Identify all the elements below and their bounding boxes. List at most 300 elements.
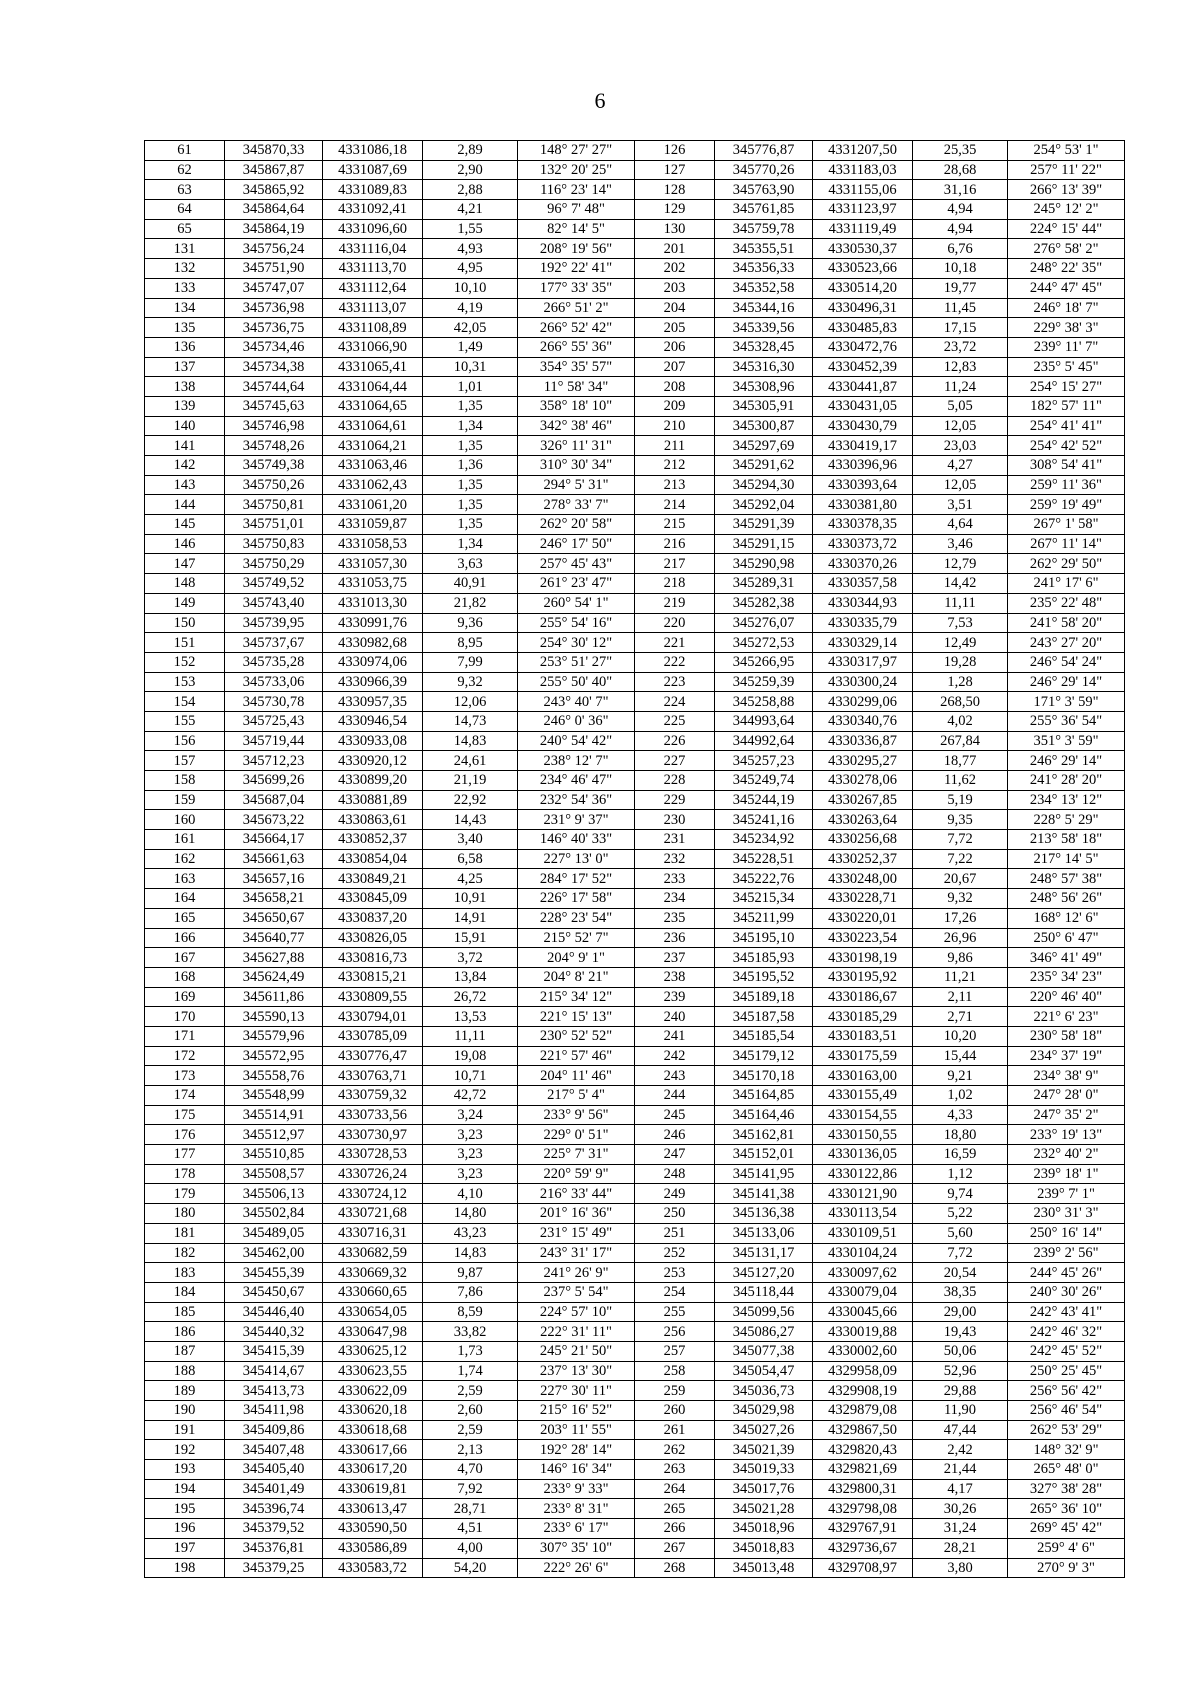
table-cell-coordinate-x: 345054,47	[715, 1361, 813, 1381]
table-cell-coordinate-y: 4330809,55	[323, 987, 423, 1007]
table-cell-point-number: 131	[145, 239, 225, 259]
table-cell-coordinate-y: 4331183,03	[813, 160, 913, 180]
table-cell-bearing: 248° 57' 38"	[1008, 869, 1125, 889]
table-row	[145, 593, 1125, 613]
table-cell-bearing: 230° 58' 18"	[1008, 1026, 1125, 1046]
table-cell-coordinate-y: 4331058,53	[323, 534, 423, 554]
table-cell-coordinate-x: 345759,78	[715, 219, 813, 239]
table-cell-point-number: 234	[635, 889, 715, 909]
table-cell-point-number: 241	[635, 1026, 715, 1046]
table-row	[145, 298, 1125, 318]
table-cell-bearing: 234° 38' 9"	[1008, 1066, 1125, 1086]
table-cell-coordinate-x: 345734,46	[225, 337, 323, 357]
table-cell-distance: 4,94	[913, 200, 1008, 220]
table-cell-coordinate-x: 345266,95	[715, 652, 813, 672]
table-cell-point-number: 226	[635, 731, 715, 751]
table-cell-coordinate-x: 345179,12	[715, 1046, 813, 1066]
table-row	[145, 849, 1125, 869]
table-cell-point-number: 177	[145, 1145, 225, 1165]
table-cell-coordinate-y: 4329908,19	[813, 1381, 913, 1401]
table-cell-point-number: 152	[145, 652, 225, 672]
table-cell-coordinate-x: 345627,88	[225, 948, 323, 968]
table-cell-distance: 25,35	[913, 141, 1008, 161]
table-cell-bearing: 246° 18' 7"	[1008, 298, 1125, 318]
table-cell-bearing: 239° 18' 1"	[1008, 1164, 1125, 1184]
table-row	[145, 967, 1125, 987]
table-cell-point-number: 218	[635, 574, 715, 594]
table-cell-bearing: 222° 26' 6"	[518, 1558, 635, 1578]
table-cell-bearing: 192° 22' 41"	[518, 259, 635, 279]
table-cell-coordinate-x: 345661,63	[225, 849, 323, 869]
table-cell-bearing: 266° 55' 36"	[518, 337, 635, 357]
table-cell-point-number: 151	[145, 633, 225, 653]
table-cell-coordinate-x: 345734,38	[225, 357, 323, 377]
table-cell-distance: 2,60	[423, 1401, 518, 1421]
table-cell-distance: 16,59	[913, 1145, 1008, 1165]
table-cell-distance: 14,42	[913, 574, 1008, 594]
table-cell-bearing: 247° 28' 0"	[1008, 1086, 1125, 1106]
table-cell-bearing: 250° 25' 45"	[1008, 1361, 1125, 1381]
table-cell-distance: 9,32	[913, 889, 1008, 909]
table-cell-coordinate-y: 4330590,50	[323, 1519, 423, 1539]
table-cell-distance: 15,44	[913, 1046, 1008, 1066]
table-cell-coordinate-x: 345027,26	[715, 1420, 813, 1440]
table-cell-point-number: 228	[635, 771, 715, 791]
table-cell-bearing: 208° 19' 56"	[518, 239, 635, 259]
table-cell-point-number: 160	[145, 810, 225, 830]
table-cell-bearing: 266° 13' 39"	[1008, 180, 1125, 200]
table-row	[145, 574, 1125, 594]
table-row	[145, 692, 1125, 712]
table-cell-bearing: 256° 46' 54"	[1008, 1401, 1125, 1421]
table-cell-coordinate-x: 345164,85	[715, 1086, 813, 1106]
table-row	[145, 1046, 1125, 1066]
table-cell-point-number: 253	[635, 1263, 715, 1283]
table-cell-coordinate-x: 345699,26	[225, 771, 323, 791]
table-cell-bearing: 229° 0' 51"	[518, 1125, 635, 1145]
table-cell-coordinate-y: 4330097,62	[813, 1263, 913, 1283]
table-cell-coordinate-y: 4330613,47	[323, 1499, 423, 1519]
table-cell-point-number: 145	[145, 515, 225, 535]
table-cell-bearing: 82° 14' 5"	[518, 219, 635, 239]
table-cell-distance: 3,51	[913, 495, 1008, 515]
table-cell-coordinate-x: 345687,04	[225, 790, 323, 810]
table-cell-bearing: 351° 3' 59"	[1008, 731, 1125, 751]
table-cell-coordinate-y: 4330109,51	[813, 1223, 913, 1243]
table-row	[145, 869, 1125, 889]
table-cell-coordinate-x: 345379,52	[225, 1519, 323, 1539]
table-cell-point-number: 166	[145, 928, 225, 948]
table-cell-bearing: 238° 12' 7"	[518, 751, 635, 771]
table-cell-coordinate-x: 345558,76	[225, 1066, 323, 1086]
table-cell-coordinate-x: 345548,99	[225, 1086, 323, 1106]
table-cell-distance: 19,28	[913, 652, 1008, 672]
table-cell-bearing: 254° 41' 41"	[1008, 416, 1125, 436]
table-cell-bearing: 220° 59' 9"	[518, 1164, 635, 1184]
table-cell-coordinate-y: 4330335,79	[813, 613, 913, 633]
table-cell-coordinate-x: 345356,33	[715, 259, 813, 279]
table-cell-coordinate-x: 345211,99	[715, 908, 813, 928]
table-cell-coordinate-x: 345228,51	[715, 849, 813, 869]
table-cell-bearing: 294° 5' 31"	[518, 475, 635, 495]
table-cell-coordinate-y: 4330381,80	[813, 495, 913, 515]
table-cell-point-number: 264	[635, 1479, 715, 1499]
table-cell-coordinate-y: 4330920,12	[323, 751, 423, 771]
table-cell-bearing: 284° 17' 52"	[518, 869, 635, 889]
table-row	[145, 456, 1125, 476]
table-row	[145, 1440, 1125, 1460]
table-cell-coordinate-y: 4330617,66	[323, 1440, 423, 1460]
table-cell-distance: 5,05	[913, 396, 1008, 416]
table-cell-point-number: 147	[145, 554, 225, 574]
table-cell-coordinate-y: 4330220,01	[813, 908, 913, 928]
table-cell-distance: 12,83	[913, 357, 1008, 377]
table-cell-point-number: 61	[145, 141, 225, 161]
table-cell-distance: 4,94	[913, 219, 1008, 239]
table-row	[145, 1499, 1125, 1519]
table-cell-point-number: 158	[145, 771, 225, 791]
table-cell-coordinate-x: 345195,52	[715, 967, 813, 987]
table-cell-point-number: 141	[145, 436, 225, 456]
table-row	[145, 180, 1125, 200]
table-cell-point-number: 190	[145, 1401, 225, 1421]
table-row	[145, 672, 1125, 692]
table-cell-distance: 7,92	[423, 1479, 518, 1499]
table-cell-bearing: 146° 40' 33"	[518, 830, 635, 850]
table-cell-point-number: 182	[145, 1243, 225, 1263]
table-cell-bearing: 146° 16' 34"	[518, 1460, 635, 1480]
table-cell-coordinate-y: 4330430,79	[813, 416, 913, 436]
table-row	[145, 613, 1125, 633]
table-cell-coordinate-x: 345725,43	[225, 711, 323, 731]
table-cell-point-number: 215	[635, 515, 715, 535]
table-cell-coordinate-x: 345018,83	[715, 1538, 813, 1558]
table-cell-coordinate-y: 4330721,68	[323, 1204, 423, 1224]
table-cell-distance: 4,19	[423, 298, 518, 318]
table-cell-bearing: 262° 53' 29"	[1008, 1420, 1125, 1440]
table-cell-bearing: 96° 7' 48"	[518, 200, 635, 220]
table-cell-bearing: 265° 48' 0"	[1008, 1460, 1125, 1480]
table-cell-point-number: 223	[635, 672, 715, 692]
table-cell-bearing: 243° 27' 20"	[1008, 633, 1125, 653]
table-cell-distance: 12,49	[913, 633, 1008, 653]
table-cell-distance: 1,35	[423, 515, 518, 535]
table-row	[145, 1105, 1125, 1125]
table-cell-coordinate-x: 345215,34	[715, 889, 813, 909]
table-cell-coordinate-x: 345241,16	[715, 810, 813, 830]
table-cell-point-number: 140	[145, 416, 225, 436]
table-cell-distance: 5,60	[913, 1223, 1008, 1243]
table-row	[145, 1341, 1125, 1361]
table-cell-coordinate-x: 345133,06	[715, 1223, 813, 1243]
table-cell-bearing: 244° 47' 45"	[1008, 278, 1125, 298]
table-cell-bearing: 213° 58' 18"	[1008, 830, 1125, 850]
table-cell-bearing: 260° 54' 1"	[518, 593, 635, 613]
table-cell-coordinate-x: 345770,26	[715, 160, 813, 180]
table-cell-distance: 10,10	[423, 278, 518, 298]
table-cell-coordinate-y: 4331113,07	[323, 298, 423, 318]
table-cell-distance: 4,27	[913, 456, 1008, 476]
table-row	[145, 987, 1125, 1007]
table-cell-point-number: 256	[635, 1322, 715, 1342]
table-cell-point-number: 165	[145, 908, 225, 928]
table-row	[145, 1479, 1125, 1499]
table-cell-coordinate-y: 4330837,20	[323, 908, 423, 928]
table-cell-point-number: 249	[635, 1184, 715, 1204]
table-cell-distance: 12,06	[423, 692, 518, 712]
table-cell-bearing: 11° 58' 34"	[518, 377, 635, 397]
table-cell-point-number: 142	[145, 456, 225, 476]
table-cell-distance: 3,72	[423, 948, 518, 968]
table-cell-bearing: 204° 9' 1"	[518, 948, 635, 968]
table-cell-coordinate-x: 345234,92	[715, 830, 813, 850]
table-cell-bearing: 227° 13' 0"	[518, 849, 635, 869]
table-cell-point-number: 198	[145, 1558, 225, 1578]
table-row	[145, 751, 1125, 771]
table-cell-point-number: 208	[635, 377, 715, 397]
table-cell-distance: 8,95	[423, 633, 518, 653]
table-cell-coordinate-y: 4329798,08	[813, 1499, 913, 1519]
table-cell-distance: 1,12	[913, 1164, 1008, 1184]
table-cell-point-number: 246	[635, 1125, 715, 1145]
table-cell-point-number: 169	[145, 987, 225, 1007]
table-cell-bearing: 266° 52' 42"	[518, 318, 635, 338]
table-cell-bearing: 257° 11' 22"	[1008, 160, 1125, 180]
table-cell-coordinate-x: 345164,46	[715, 1105, 813, 1125]
table-cell-distance: 30,26	[913, 1499, 1008, 1519]
table-cell-coordinate-y: 4330982,68	[323, 633, 423, 653]
table-cell-coordinate-x: 345572,95	[225, 1046, 323, 1066]
table-cell-point-number: 196	[145, 1519, 225, 1539]
table-cell-coordinate-y: 4330163,00	[813, 1066, 913, 1086]
table-row	[145, 219, 1125, 239]
table-cell-point-number: 210	[635, 416, 715, 436]
table-cell-coordinate-x: 345756,24	[225, 239, 323, 259]
table-cell-coordinate-x: 345624,49	[225, 967, 323, 987]
table-cell-distance: 10,71	[423, 1066, 518, 1086]
table-cell-bearing: 232° 54' 36"	[518, 790, 635, 810]
table-row	[145, 1125, 1125, 1145]
table-cell-coordinate-y: 4329867,50	[813, 1420, 913, 1440]
table-cell-point-number: 230	[635, 810, 715, 830]
table-cell-coordinate-y: 4330396,96	[813, 456, 913, 476]
table-cell-coordinate-y: 4330431,05	[813, 396, 913, 416]
table-row	[145, 1223, 1125, 1243]
table-cell-distance: 2,88	[423, 180, 518, 200]
table-cell-coordinate-y: 4330957,35	[323, 692, 423, 712]
table-cell-distance: 9,35	[913, 810, 1008, 830]
table-cell-bearing: 230° 52' 52"	[518, 1026, 635, 1046]
table-cell-bearing: 269° 45' 42"	[1008, 1519, 1125, 1539]
table-cell-coordinate-y: 4330816,73	[323, 948, 423, 968]
table-cell-coordinate-y: 4330496,31	[813, 298, 913, 318]
table-row	[145, 928, 1125, 948]
table-cell-coordinate-y: 4330452,39	[813, 357, 913, 377]
table-cell-point-number: 126	[635, 141, 715, 161]
table-cell-point-number: 195	[145, 1499, 225, 1519]
table-cell-bearing: 228° 5' 29"	[1008, 810, 1125, 830]
table-row	[145, 633, 1125, 653]
table-cell-coordinate-x: 345743,40	[225, 593, 323, 613]
table-cell-coordinate-y: 4330183,51	[813, 1026, 913, 1046]
table-cell-coordinate-y: 4330881,89	[323, 790, 423, 810]
table-cell-point-number: 181	[145, 1223, 225, 1243]
table-cell-point-number: 143	[145, 475, 225, 495]
table-cell-distance: 15,91	[423, 928, 518, 948]
table-cell-coordinate-y: 4330845,09	[323, 889, 423, 909]
table-cell-coordinate-y: 4331013,30	[323, 593, 423, 613]
table-row	[145, 1460, 1125, 1480]
table-cell-coordinate-y: 4329958,09	[813, 1361, 913, 1381]
table-cell-bearing: 246° 17' 50"	[518, 534, 635, 554]
table-cell-point-number: 265	[635, 1499, 715, 1519]
table-cell-bearing: 254° 42' 52"	[1008, 436, 1125, 456]
table-cell-point-number: 237	[635, 948, 715, 968]
table-cell-point-number: 62	[145, 160, 225, 180]
table-cell-point-number: 211	[635, 436, 715, 456]
table-cell-coordinate-x: 345379,25	[225, 1558, 323, 1578]
table-cell-coordinate-y: 4330150,55	[813, 1125, 913, 1145]
table-cell-bearing: 261° 23' 47"	[518, 574, 635, 594]
table-cell-distance: 42,05	[423, 318, 518, 338]
table-cell-point-number: 220	[635, 613, 715, 633]
table-cell-point-number: 214	[635, 495, 715, 515]
table-cell-coordinate-y: 4330785,09	[323, 1026, 423, 1046]
table-cell-coordinate-y: 4331064,21	[323, 436, 423, 456]
table-cell-coordinate-y: 4330252,37	[813, 849, 913, 869]
table-row	[145, 1282, 1125, 1302]
table-cell-coordinate-x: 345870,33	[225, 141, 323, 161]
table-cell-point-number: 193	[145, 1460, 225, 1480]
table-cell-coordinate-x: 345036,73	[715, 1381, 813, 1401]
table-cell-point-number: 184	[145, 1282, 225, 1302]
table-row	[145, 160, 1125, 180]
table-row	[145, 1164, 1125, 1184]
table-cell-point-number: 167	[145, 948, 225, 968]
table-cell-coordinate-x: 345297,69	[715, 436, 813, 456]
table-cell-distance: 28,21	[913, 1538, 1008, 1558]
table-cell-distance: 23,72	[913, 337, 1008, 357]
table-cell-bearing: 278° 33' 7"	[518, 495, 635, 515]
table-row	[145, 259, 1125, 279]
table-cell-point-number: 127	[635, 160, 715, 180]
table-cell-bearing: 243° 31' 17"	[518, 1243, 635, 1263]
table-cell-coordinate-y: 4330724,12	[323, 1184, 423, 1204]
table-cell-bearing: 239° 11' 7"	[1008, 337, 1125, 357]
table-cell-coordinate-x: 345222,76	[715, 869, 813, 889]
table-cell-distance: 4,10	[423, 1184, 518, 1204]
table-cell-coordinate-x: 345127,20	[715, 1263, 813, 1283]
table-cell-distance: 9,74	[913, 1184, 1008, 1204]
table-cell-distance: 2,90	[423, 160, 518, 180]
table-cell-bearing: 217° 14' 5"	[1008, 849, 1125, 869]
table-cell-point-number: 136	[145, 337, 225, 357]
table-cell-bearing: 257° 45' 43"	[518, 554, 635, 574]
table-cell-distance: 7,99	[423, 652, 518, 672]
table-cell-distance: 3,40	[423, 830, 518, 850]
table-cell-bearing: 231° 15' 49"	[518, 1223, 635, 1243]
table-cell-bearing: 235° 22' 48"	[1008, 593, 1125, 613]
table-cell-bearing: 242° 43' 41"	[1008, 1302, 1125, 1322]
table-cell-coordinate-x: 345776,87	[715, 141, 813, 161]
table-cell-coordinate-x: 345763,90	[715, 180, 813, 200]
table-cell-coordinate-x: 345017,76	[715, 1479, 813, 1499]
table-cell-distance: 7,53	[913, 613, 1008, 633]
table-cell-point-number: 161	[145, 830, 225, 850]
table-cell-coordinate-y: 4330300,24	[813, 672, 913, 692]
table-cell-coordinate-x: 345737,67	[225, 633, 323, 653]
table-cell-coordinate-y: 4330622,09	[323, 1381, 423, 1401]
table-cell-point-number: 148	[145, 574, 225, 594]
table-cell-distance: 31,24	[913, 1519, 1008, 1539]
table-cell-distance: 9,87	[423, 1263, 518, 1283]
table-cell-distance: 6,76	[913, 239, 1008, 259]
table-cell-bearing: 234° 46' 47"	[518, 771, 635, 791]
table-cell-bearing: 254° 53' 1"	[1008, 141, 1125, 161]
table-cell-bearing: 259° 19' 49"	[1008, 495, 1125, 515]
table-cell-bearing: 204° 11' 46"	[518, 1066, 635, 1086]
table-cell-coordinate-x: 345292,04	[715, 495, 813, 515]
table-cell-bearing: 246° 29' 14"	[1008, 672, 1125, 692]
table-cell-coordinate-x: 345745,63	[225, 396, 323, 416]
table-cell-point-number: 202	[635, 259, 715, 279]
table-row	[145, 1184, 1125, 1204]
table-row	[145, 948, 1125, 968]
table-row	[145, 357, 1125, 377]
table-cell-coordinate-y: 4330730,97	[323, 1125, 423, 1145]
table-cell-bearing: 246° 29' 14"	[1008, 751, 1125, 771]
table-cell-bearing: 148° 32' 9"	[1008, 1440, 1125, 1460]
table-cell-point-number: 146	[145, 534, 225, 554]
table-cell-point-number: 134	[145, 298, 225, 318]
table-row	[145, 554, 1125, 574]
table-cell-distance: 2,11	[913, 987, 1008, 1007]
table-cell-distance: 11,90	[913, 1401, 1008, 1421]
table-cell-point-number: 240	[635, 1007, 715, 1027]
table-cell-coordinate-y: 4330378,35	[813, 515, 913, 535]
table-cell-coordinate-x: 345867,87	[225, 160, 323, 180]
table-cell-coordinate-x: 345455,39	[225, 1263, 323, 1283]
table-cell-coordinate-x: 345185,54	[715, 1026, 813, 1046]
table-cell-bearing: 255° 50' 40"	[518, 672, 635, 692]
table-cell-point-number: 248	[635, 1164, 715, 1184]
table-cell-coordinate-x: 345170,18	[715, 1066, 813, 1086]
table-cell-point-number: 204	[635, 298, 715, 318]
table-cell-bearing: 243° 40' 7"	[518, 692, 635, 712]
table-cell-distance: 7,72	[913, 1243, 1008, 1263]
table-cell-distance: 21,44	[913, 1460, 1008, 1480]
table-cell-coordinate-y: 4330393,64	[813, 475, 913, 495]
table-cell-coordinate-x: 345141,38	[715, 1184, 813, 1204]
table-cell-bearing: 265° 36' 10"	[1008, 1499, 1125, 1519]
table-cell-coordinate-x: 345249,74	[715, 771, 813, 791]
table-cell-point-number: 170	[145, 1007, 225, 1027]
table-cell-distance: 1,35	[423, 495, 518, 515]
table-cell-coordinate-x: 345750,81	[225, 495, 323, 515]
table-cell-distance: 7,22	[913, 849, 1008, 869]
table-cell-distance: 14,73	[423, 711, 518, 731]
table-cell-coordinate-x: 345733,06	[225, 672, 323, 692]
table-cell-bearing: 228° 23' 54"	[518, 908, 635, 928]
table-cell-coordinate-y: 4331063,46	[323, 456, 423, 476]
table-cell-coordinate-y: 4331064,44	[323, 377, 423, 397]
coordinates-table-body	[145, 141, 1125, 1578]
table-cell-coordinate-x: 345244,19	[715, 790, 813, 810]
table-row	[145, 652, 1125, 672]
table-cell-distance: 8,59	[423, 1302, 518, 1322]
table-cell-point-number: 65	[145, 219, 225, 239]
table-cell-coordinate-x: 345136,38	[715, 1204, 813, 1224]
